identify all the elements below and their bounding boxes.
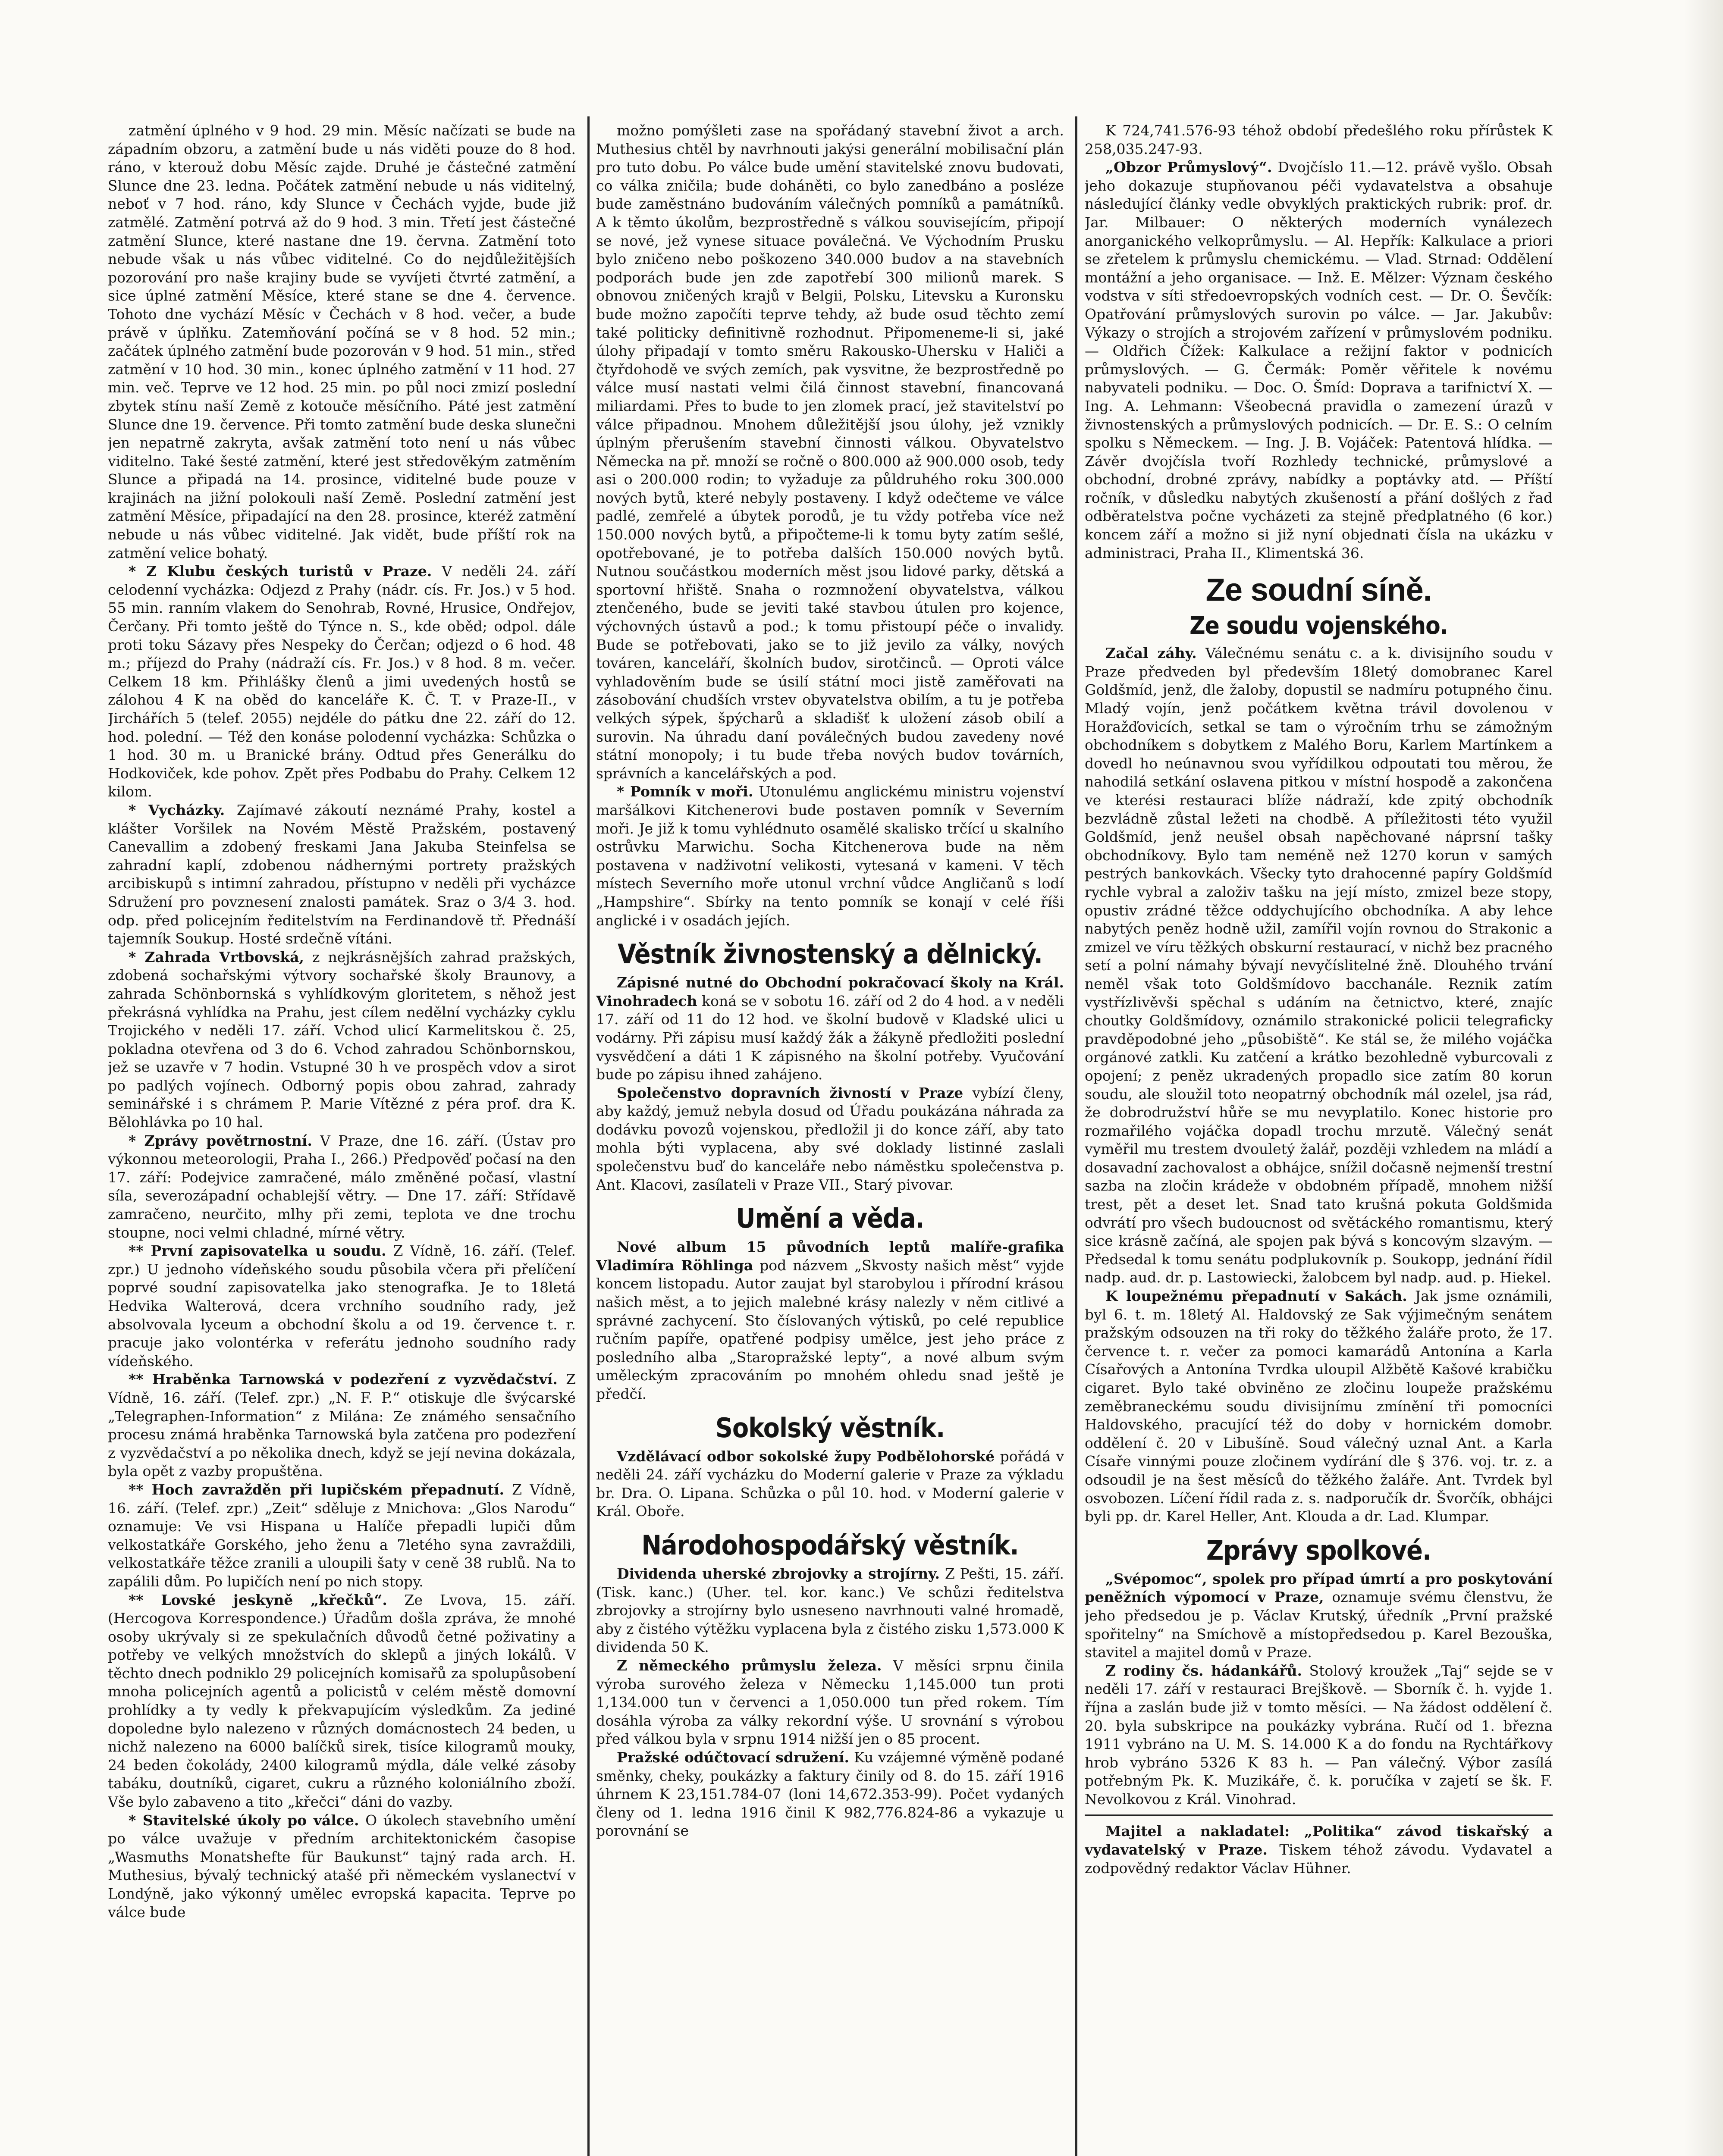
- article-lead: „Svépomoc“, spolek pro případ úmrtí a pro poskytování peněžních výpomocí v Praze,: [1085, 1570, 1553, 1606]
- article-lead: Nové album 15 původních leptů malíře-grafika Vladimíra Röhlinga: [596, 1238, 1064, 1274]
- article-lead: Zápisné nutné do Obchodní pokračovací školy na Král. Vinohradech: [596, 974, 1064, 1009]
- article-paragraph: [108, 801, 576, 948]
- article-text: pořádá v neděli 24. září vycházku do Moderní galerie v Praze za výkladu br. Dra. O. Lipana. Schůzka o půl 10. hod. v Moderní galerie v Král. Oboře.: [596, 1448, 1064, 1520]
- article-text: Z Vídně, 16. září. (Telef. zpr.) U jednoho vídeňského soudu působila včera při přelíčení poprvé soudní zapisovatelka jako stenografka. Je to 18letá Hedvika Walterová, dcera vrchního soudního rady, jež absolvovala lyceum a obchodní školu a od 19. července t. r. pracuje jako volontérka v referátu jednoho soudního rady vídeňského.: [108, 1242, 576, 1369]
- article-text: Tiskem téhož závodu. Vydavatel a zodpovědný redaktor Václav Hühner.: [1085, 1841, 1553, 1877]
- article-paragraph: [108, 1591, 576, 1811]
- article-text: Z Vídně, 16. září. (Telef. zpr.) „N. F. P.“ otiskuje dle švýcarské „Telegraphen-Information“ z Milána: Ze známého sensačního procesu známá hraběnka Tarnowská byla zatčena pro podezření z vyzvědačství a po několika dnech, když se její nevina dokázala, byla opět z vazby propuštěna.: [108, 1371, 576, 1480]
- article-text: O úkolech stavebního umění po válce uvažuje v předním architektonickém časopise „Wasmuths Monatshefte für Baukunst“ tajný rada arch. H. Muthesius, bývalý technický atašé při německém vyslanectví v Londýně, jako výkonný umělec evropská kapacita. Teprve po válce bude: [108, 1811, 576, 1921]
- article-lead: Z německého průmyslu železa.: [617, 1657, 882, 1674]
- article-paragraph: [596, 1448, 1064, 1521]
- article-text: Ze Lvova, 15. září. (Hercogova Korrespondence.) Úřadům došla zpráva, že mnohé osoby ukrývaly si ze spekulačních důvodů četné poživatiny a potřeby ve velkých množstvích do sklepů a jiných lokálů. V těchto dnech podniklo 29 policejních komisařů za spolupůsobení mnoha policejních agentů a policistů v celém městě domovní prohlídky a ty vedly k překvapujícím výsledkům. Za jediné dopoledne bylo nalezeno v různých domácnostech 24 beden, u nichž nalezeno na 6000 balíčků sirek, tisíce kilogramů mouky, 24 beden čokolády, 2400 kilogramů mýdla, dále velké zásoby tabáku, doutníků, cigaret, cukru a různého koloniálního zboží. Vše bylo zabaveno a tito „křečci“ dáni do vazby.: [108, 1591, 576, 1811]
- article-lead: * Zprávy povětrnostní.: [129, 1132, 312, 1149]
- article-lead: Majitel a nakladatel: „Politika“ závod tiskařský a vydavatelský v Praze.: [1085, 1823, 1553, 1858]
- article-text: K 724,741.576-93 téhož období předešlého roku přírůstek K 258,035.247-93.: [1085, 122, 1553, 157]
- article-paragraph: [108, 1481, 576, 1591]
- article-paragraph: [1085, 1287, 1553, 1526]
- article-lead: * Pomník v moři.: [617, 783, 753, 800]
- article-text: Zajímavé zákoutí neznámé Prahy, kostel a klášter Voršilek na Novém Městě Pražském, postavený Canevallim a zdobený freskami Jana Jakuba Steinfelsa se zahradní kaplí, zdobenou nádhernými portrety pražských arcibiskupů s intimní zahradou, přístupno v neděli při vycházce Sdružení pro povznesení znalosti památek. Sraz o 3/4 3. hod. odp. před policejním ředitelstvím na Ferdinandově tř. Přednáší tajemník Soukup. Hosté srdečně vítáni.: [108, 801, 576, 947]
- article-lead: Vzdělávací odbor sokolské župy Podbělohorské: [617, 1448, 995, 1465]
- section-heading-ze-soudni-sine: Ze soudní síně.: [1205, 572, 1432, 608]
- article-paragraph: [108, 948, 576, 1132]
- article-paragraph: [1085, 158, 1553, 562]
- article-lead: ** Hoch zavražděn při lupičském přepadnutí.: [129, 1481, 505, 1498]
- column-1: [108, 122, 576, 2156]
- article-paragraph: [1085, 1570, 1553, 1662]
- article-lead: Z rodiny čs. hádankářů.: [1105, 1662, 1302, 1679]
- article-paragraph: [596, 1084, 1064, 1194]
- article-paragraph: [596, 1565, 1064, 1657]
- article-paragraph: [108, 1811, 576, 1922]
- article-lead: K loupežnému přepadnutí v Sakách.: [1105, 1288, 1407, 1305]
- article-paragraph: [596, 1657, 1064, 1749]
- article-text: Dvojčíslo 11.—12. právě vyšlo. Obsah jeho dokazuje stupňovanou péči vydavatelstva a obsahuje následující články vedle obvyklých praktických rubrik: prof. dr. Jar. Milbauer: O některých moderních vynálezech anorganického velkoprůmyslu. — Al. Hepřík: Kalkulace a priori se zřetelem k průmyslu chemickému. — Vlad. Strnad: Oddělení montážní a jeho organisace. — Inž. E. Mělzer: Význam českého vodstva v síti středoevropských vodních cest. — Dr. O. Ševčík: Opatřování průmyslových surovin po válce. — Jar. Jakubův: Výkazy o strojích a strojovém zařízení v průmyslovém podniku. — Oldřich Čížek: Kalkulace a režijní faktor v podnicích průmyslových. — G. Čermák: Poměr věřitele k novému nabyvateli podniku. — Doc. O. Šmíd: Doprava a tarifnictví X. — Ing. A. Lehmann: Všeobecná pravidla o zamezení úrazů v živnostenských a průmyslových podnicích. — Dr. E. S.: O celním spolku s Německem. — Ing. J. B. Vojáček: Patentová hlídka. — Závěr dvojčísla tvoří Rozhledy technické, průmyslové a obchodní, drobné zprávy, nabídky a poptávky atd. — Příští ročník, v důsledku nabytých zkušeností a přání došlých z řad odběratelstva počne vycházeti za stejně předplatného (6 kor.) koncem září a možno si již nyní objednati čísla na ukázku v administraci, Praha II., Klimentská 36.: [1085, 159, 1553, 561]
- article-paragraph: [596, 974, 1064, 1084]
- article-text: oznamuje svému členstvu, že jeho předsedou je p. Václav Krutský, úředník „První pražské spořitelny“ na Smíchově a místopředsedou p. Karel Bezouška, stavitel a majitel domů v Praze.: [1085, 1589, 1553, 1661]
- article-lead: ** První zapisovatelka u soudu.: [129, 1242, 386, 1260]
- article-lead: * Zahrada Vrtbovská,: [129, 948, 304, 965]
- article-lead: * Z Klubu českých turistů v Praze.: [129, 563, 432, 580]
- article-lead: „Obzor Průmyslový“.: [1105, 159, 1272, 176]
- article-paragraph: [596, 1749, 1064, 1840]
- section-heading-narodohospodarsky-vestnik: Národohospodářský věstník.: [641, 1529, 1019, 1561]
- article-paragraph: [108, 562, 576, 801]
- article-text: Ku vzájemné výměně podané směnky, cheky, poukázky a faktury činily od 8. do 15. září 1916 úhrnem K 23,151.784-07 (loni 14,672.353-99). Počet vydaných členy od 1. ledna 1916 činil K 982,776.824-86 a vykazuje u porovnání se: [596, 1749, 1064, 1839]
- imprint: [1085, 1822, 1553, 1877]
- article-paragraph: [596, 122, 1064, 783]
- column-3: [1085, 122, 1553, 2156]
- article-text: Stolový kroužek „Taj“ sejde se v neděli 17. září v restauraci Brejškově. — Sborník č. h. vyjde 1. října a zaslán bude již v tomto měsíci. — Na žádost oddělení č. 20. byla subskripce na poukázky vybrána. Ručí od 1. března 1911 vybráno na U. M. S. 14.000 K a do fondu na Rychtářkovy hrob vybráno 5326 K 83 h. — Pan válečný. Výbor zasílá potřebným Pk. K. Muzikáře, č. k. poručíka v zajetí se šk. F. Nevolkovou z Král. Vinohrad.: [1085, 1662, 1553, 1808]
- article-text: V neděli 24. září celodenní vycházka: Odjezd z Prahy (nádr. cís. Fr. Jos.) v 5 hod. 55 min. ranním vlakem do Senohrab, Rovné, Hrusice, Ondřejov, Čerčany. Při tomto ještě do Týnce n. S., kde oběd; odpol. dále proti toku Sázavy přes Nespeky do Čerčan; odjezd o 6 hod. 48 m.; příjezd do Prahy (nádraží cís. Fr. Jos.) v 8 hod. 8 m. večer. Celkem 18 km. Přihlášky členů a jimi uvedených hostů se zálohou 4 K na oběd do kanceláře K. Č. T. v Praze-II., v Jirchářích 5 (telef. 2055) nejdéle do pátku dne 22. září do 12. hod. polední. — Též den konáse polodenní vycházka: Schůzka o 1 hod. 30 m. u Branické brány. Odtud přes Generálku do Hodkoviček, kde pohov. Zpět přes Podbabu do Prahy. Celkem 12 kilom.: [108, 563, 576, 800]
- article-paragraph: [596, 783, 1064, 930]
- article-paragraph: [108, 1132, 576, 1242]
- article-lead: ** Lovské jeskyně „křečků“.: [129, 1591, 387, 1608]
- column-rule-1: [587, 116, 590, 2156]
- article-lead: * Stavitelské úkoly po válce.: [129, 1811, 359, 1829]
- article-lead: Začal záhy.: [1105, 645, 1197, 662]
- scan-edge: [1684, 0, 1723, 2156]
- article-text: Válečnému senátu c. a k. divisijního soudu v Praze předveden byl především 18letý domobranec Karel Goldšmíd, jenž, dle žaloby, dopustil se nadmíru potupného činu. Mladý vojín, jenž počátkem května trávil dovolenou v Horažďovicích, setkal se tam o výročním trhu se zámožným obchodníkem s dobytkem z Malého Boru, Karlem Martínkem a dovedl ho neúnavnou svou vyřídilkou odpoutati tou měrou, že nahodilá setkání oslavena pitkou v místní hospodě a zakončena ve kterési restauraci blíže nádraží, kde zpitý obchodník bezvládně zůstal ležeti na chodbě. A příležitosti této využil Goldšmíd, jenž neušel obsah napěchované náprsní tašky obchodníkovy. Bylo tam neméně než 1270 korun v samých pestrých bankovkách. Všecky tyto drahocenné papíry Goldšmíd rychle vybral a založiv tašku na její místo, zmizel beze stopy, opustiv zrádné těžce oddychujícího obchodníka. A aby lehce nabytých peněz hodně užil, zamířil vojín rovnou do Strakonic a zmizel ve víru těžkých obskurní restaurací, v nichž bez pracného setí a polní námahy bývají nevyčíslitelné žně. Dlouhého trvání neměl však toto Goldšmídovo bacchanále. Reznik zatím vystřízlivěvši spěchal s udáním na četnictvo, které, znajíc choutky Goldšmídovy, oznámilo strakonické policii telegraficky pravděpodobné jeho „působiště“. Ke stál se, že milého vojáčka orgánové zatkli. Ku zatčení a krátko bezohledně vyburcovali z opojení; z peněz ukradených propadlo sice zatím 80 korun soudu, ale sloužil toto neopatrný obchodník mál ozelel, jsa rád, že dobrodružství hůře se mu nevyplatilo. Konec historie pro rozmařilého vojáčka dopadl trochu mrzutě. Válečný senát vyměřil mu trestem dvouletý žalář, později vzhledem na mládí a dosavadní zachovalost a obhájce, snížil dočasně nejmenší trestní sazba na zločin krádeže v obdobném případě, mnohem nižší trest, pět a deset let. Snad tato krušná pokuta Goldšmida odvrátí pro všech budoucnost od světáckého romantismu, který sice krásně začíná, ale spojen pak bývá s koncovým slzavým. — Předsedal k tomu senátu podplukovník p. Soukopp, jednání řídil nadp. aud. dr. p. Lastowiecki, žalobcem byl nadp. aud. p. Hiekel.: [1085, 645, 1553, 1286]
- article-paragraph: [1085, 644, 1553, 1287]
- article-text: V měsíci srpnu činila výroba surového železa v Německu 1,145.000 tun proti 1,134.000 tun v červenci a 1,050.000 tun před rokem. Tím dosáhla výroba za války rekordní výše. U srovnání s výrobou před válkou byla v srpnu 1914 nižší jen o 85 procent.: [596, 1657, 1064, 1748]
- article-paragraph: [108, 1370, 576, 1481]
- article-text: vybízí členy, aby každý, jemuž nebyla dosud od Úřadu poukázána náhrada za dodávku povozů vojenskou, předložil ji do konce září, aby tato mohla býti vyplacena, aby své doklady listinné zaslali společenstvu buď do kanceláře nebo náměstku společenstva p. Ant. Klacovi, zasílateli v Praze VII., Starý pivovar.: [596, 1084, 1064, 1193]
- article-text: Z Vídně, 16. září. (Telef. zpr.) „Zeit“ sděluje z Mnichova: „Glos Narodu“ oznamuje: Ve vsi Hispana u Halíče přepadli lupiči dům velkostatkáře Gorského, jeho ženu a 7letého syna zavraždili, velkostatkáře těžce zranili a uloupili šaty v ceně 38 rublů. Na to zapálili dům. Po lupičích není po nich stopy.: [108, 1481, 576, 1590]
- article-lead: * Vycházky.: [129, 801, 225, 818]
- article-text: Jak jsme oznámili, byl 6. t. m. 18letý Al. Haldovský ze Sak výjimečným senátem pražským odsouzen na tři roky do těžkého žaláře proto, že 17. července t. r. večer za pomoci kamarádů Antonína a Karla Císařových a Antonína Tvrdka uloupil Alžbětě Kašové krabičku cigaret. Bylo také obviněno ze zločinu loupeže pražskému zeměbraneckému soudu divisijnímu zmínění tři pomocníci Haldovského, pracující též do doby v hornickém domobr. oddělení č. 20 v Libušíně. Soud válečný uznal Ant. a Karla Císaře vinnými pouze zločinem vydírání dle § 376. voj. tr. z. a odsoudil je na šest měsíců do těžkého žaláře. Ant. Tvrdek byl osvobozen. Líčení řídil rada z. s. nadporučík dr. Švorčík, obhájci byli pp. dr. Karel Heller, Ant. Klouda a dr. Lad. Klumpar.: [1085, 1288, 1553, 1525]
- article-text: koná se v sobotu 16. září od 2 do 4 hod. a v neděli 17. září od 11 do 12 hod. ve školní budově v Kladské ulici u vodárny. Při zápisu musí každý žák a žákyně předložiti poslední vysvědčení a dáti 1 K zápisného na školní potřeby. Vyučování bude po zápisu ihned zahájeno.: [596, 992, 1064, 1083]
- article-text: Z Pešti, 15. září. (Tisk. kanc.) (Uher. tel. kor. kanc.) Ve schůzi ředitelstva zbrojovky a strojírny bylo usneseno navrhnouti valné hromadě, aby z čistého výtěžku vyplacena byla z čistého zisku 1,573.000 K dividenda 50 K.: [596, 1565, 1064, 1656]
- article-text: Utonulému anglickému ministru vojenství maršálkovi Kitchenerovi bude postaven pomník v Severním moři. Je již k tomu vyhlédnuto osamělé skalisko trčící u skalního ostrůvku Marwichu. Socha Kitchenerova bude na něm postavena v nadživotní velikosti, vytesaná v kameni. V těch místech Severního moře utonul vrchní vůdce Angličanů s lodí „Hampshire“. Sbírky na tento pomník se konají v celé říši anglické i v osadách jejích.: [596, 783, 1064, 929]
- column-rule-2: [1075, 116, 1077, 2156]
- article-lead: Dividenda uherské zbrojovky a strojírny.: [617, 1565, 940, 1582]
- article-text: V Praze, dne 16. září. (Ústav pro výkonnou meteorologii, Praha I., 266.) Předpověď počasí na den 17. září: Podejvice zamračené, málo změněné počasí, vlastní síla, severozápadní ochablejší větry. — Dne 17. září: Střídavě zamračeno, neurčito, mlhy při zemi, teplota ve dne trochu stoupne, noci velmi chladné, mírné větry.: [108, 1132, 576, 1241]
- article-paragraph: [108, 122, 576, 562]
- article-lead: Společenstvo dopravních živností v Praze: [617, 1084, 963, 1101]
- article-paragraph: [108, 1242, 576, 1370]
- section-heading-umeni-a-veda: Umění a věda.: [736, 1203, 924, 1235]
- article-paragraph: [1085, 1662, 1553, 1809]
- article-lead: ** Hraběnka Tarnowská v podezření z vyzvědačství.: [129, 1371, 558, 1388]
- article-text: zatmění úplného v 9 hod. 29 min. Měsíc načízati se bude na západním obzoru, a zatmění bude u nás viděti pouze do 8 hod. ráno, v kterouž dobu Měsíc zajde. Druhé je částečné zatmění Slunce dne 23. ledna. Počátek zatmění nebude u nás viditelný, neboť v 7 hod. ráno, kdy Slunce v Čechách vyjde, bude již zatmělé. Zatmění potrvá až do 9 hod. 3 min. Třetí jest částečné zatmění Slunce, které nastane dne 19. června. Zatmění toto nebude však u nás vůbec viditelné. Co do nejdůležitějších pozorování pro naše krajiny bude se vyvíjeti čtvrté zatmění, a sice úplné zatmění Měsíce, které stane se dne 4. července. Tohoto dne vychází Měsíc v Čechách v 8 hod. večer, a bude právě v úplňku. Zatemňování počíná se v 8 hod. 52 min.; začátek úplného zatmění bude pozorován v 9 hod. 51 min., střed zatmění v 10 hod. 30 min., konec úplného zatmění v 11 hod. 27 min. več. Teprve ve 12 hod. 25 min. po půl noci zmizí poslední zbytek stínu naší Země z kotouče měsíčního. Páté jest zatmění Slunce dne 19. července. Při tomto zatmění bude deska slunečni jen nepatrně zakryta, avšak zatmění toto není u nás vůbec viditelno. Také šesté zatmění, které jest středověkým zatměním Slunce a připadá na 14. prosince, viditelné bude pouze v krajinách na jižní polokouli naší Země. Poslední zatmění jest zatmění Měsíce, připadající na den 28. prosince, kteréž zatmění nebude u nás vůbec viditelné. Jak vidět, bude příští rok na zatmění velice bohatý.: [108, 122, 576, 561]
- article-paragraph: [1085, 122, 1553, 158]
- column-2: [596, 122, 1064, 2156]
- article-text: pod názvem „Skvosty našich měst“ vyjde koncem listopadu. Autor zaujat byl starobylou i přírodní krásou našich měst, a to jejich malebné krásy nalezly v něm citlivé a správné zachycení. Sto číslovaných výtisků, po celé republice ručním papíře, opatřené podpisy umělce, jest jeho práce z posledního alba „Staropražské lepty“, a nové album svým uměleckým zpracováním po mnohém ohledu snad ještě je předčí.: [596, 1257, 1064, 1402]
- section-heading-vestnik-zivnostensky-a-delnicky: Věstník živnostenský a dělnický.: [617, 938, 1042, 970]
- article-text: z nejkrásnějších zahrad pražských, zdobená sochařskými výtvory sochařské školy Braunovy, a zahrada Schönbornská s vyhlídkovým gloritetem, s něhož jest překrásná vyhlídka na Prahu, jest cílem nedělní vycházky cyklu Trojického v neděli 17. září. Vchod ulicí Karmelitskou č. 25, pokladna otevřena od 3 do 6. Vchod zahradou Schönbornskou, jež se uzavře v 7 hodin. Vstupné 30 h ve prospěch vdov a sirot po padlých vojínech. Odborný popis obou zahrad, zahrady seminářské i s chrámem P. Marie Vítězné z péra prof. dra K. Bělohlávka po 10 hal.: [108, 948, 576, 1131]
- section-heading-sokolsky-vestnik: Sokolský věstník.: [715, 1412, 945, 1444]
- article-text: možno pomýšleti zase na spořádaný stavební život a arch. Muthesius chtěl by navrhnouti jakýsi generální mobilisační plán pro tuto dobu. Po válce bude umění stavitelské znovu budovati, co válka zničila; bude doháněti, co bylo zanedbáno a posléze bude zaměstnáno budováním válečných pomníků a památníků. A k těmto úkolům, bezprostředně s válkou souvisejícím, připojí se nové, jež vynese situace poválečná. Ve Východním Prusku bylo zničeno nebo poškozeno 340.000 budov a na stavebních podporách bude jen zde zapotřebí 300 milionů marek. S obnovou zničených krajů v Belgii, Polsku, Litevsku a Kuronsku bude možno započíti teprve tehdy, až bude osud těchto zemí také politicky definitivně rozhodnut. Připomeneme-li si, jaké úlohy připadají v tomto směru Rakousko-Uhersku v Haliči a čtyřdohodě ve svých zemích, pak vysvitne, že bezprostředně po válce musí nastati velmi čilá činnost stavební, financovaná miliardami. Přes to bude to jen zlomek prací, jež stavitelství po válce připadnou. Mnohem důležitější jsou úlohy, jež vznikly úplným přerušením stavební činnosti válkou. Obyvatelstvo Německa na př. množí se ročně o 800.000 až 900.000 osob, tedy asi o 200.000 rodin; to vyžaduje za půldruhého roku 300.000 nových bytů, které nebyly postaveny. I když odečteme ve válce padlé, zemřelé a úbytek porodů, je tu vždy potřeba více než 150.000 nových bytů, a připočteme-li k tomu byty zatím sešlé, opotřebované, je to potřeba dalších 150.000 nových bytů. Nutnou součástkou moderních měst jsou lidové parky, dětská a sportovní hřiště. Snaha o rozmnožení obyvatelstva, válkou ztenčeného, bude se jeviti také stavbou útulen pro kojence, výchovných ústavů a pod.; k tomu přistoupí péče o invalidy. Bude se potřebovati, jako se to již jevilo za války, nových továren, kanceláří, školních budov, sirotčinců. — Oproti válce vyhladověním bude se úsilí státní moci jistě zaměřovati na zásobování chudších vrstev obyvatelstva obilím, a tu je potřeba velkých sýpek, špýcharů a skladišť k uložení zásob obilí a surovin. Na úhradu daní poválečných budou zavedeny nové státní monopoly; i tu bude třeba nových budov továrních, správních a kancelářských a pod.: [596, 122, 1064, 782]
- article-paragraph: [596, 1238, 1064, 1403]
- article-lead: Pražské odúčtovací sdružení.: [617, 1749, 850, 1766]
- section-heading-ze-soudu-vojenskeho: Ze soudu vojenského.: [1189, 612, 1448, 640]
- separator-rule: [1085, 1814, 1553, 1816]
- section-heading-zpravy-spolkove: Zprávy spolkové.: [1206, 1534, 1431, 1566]
